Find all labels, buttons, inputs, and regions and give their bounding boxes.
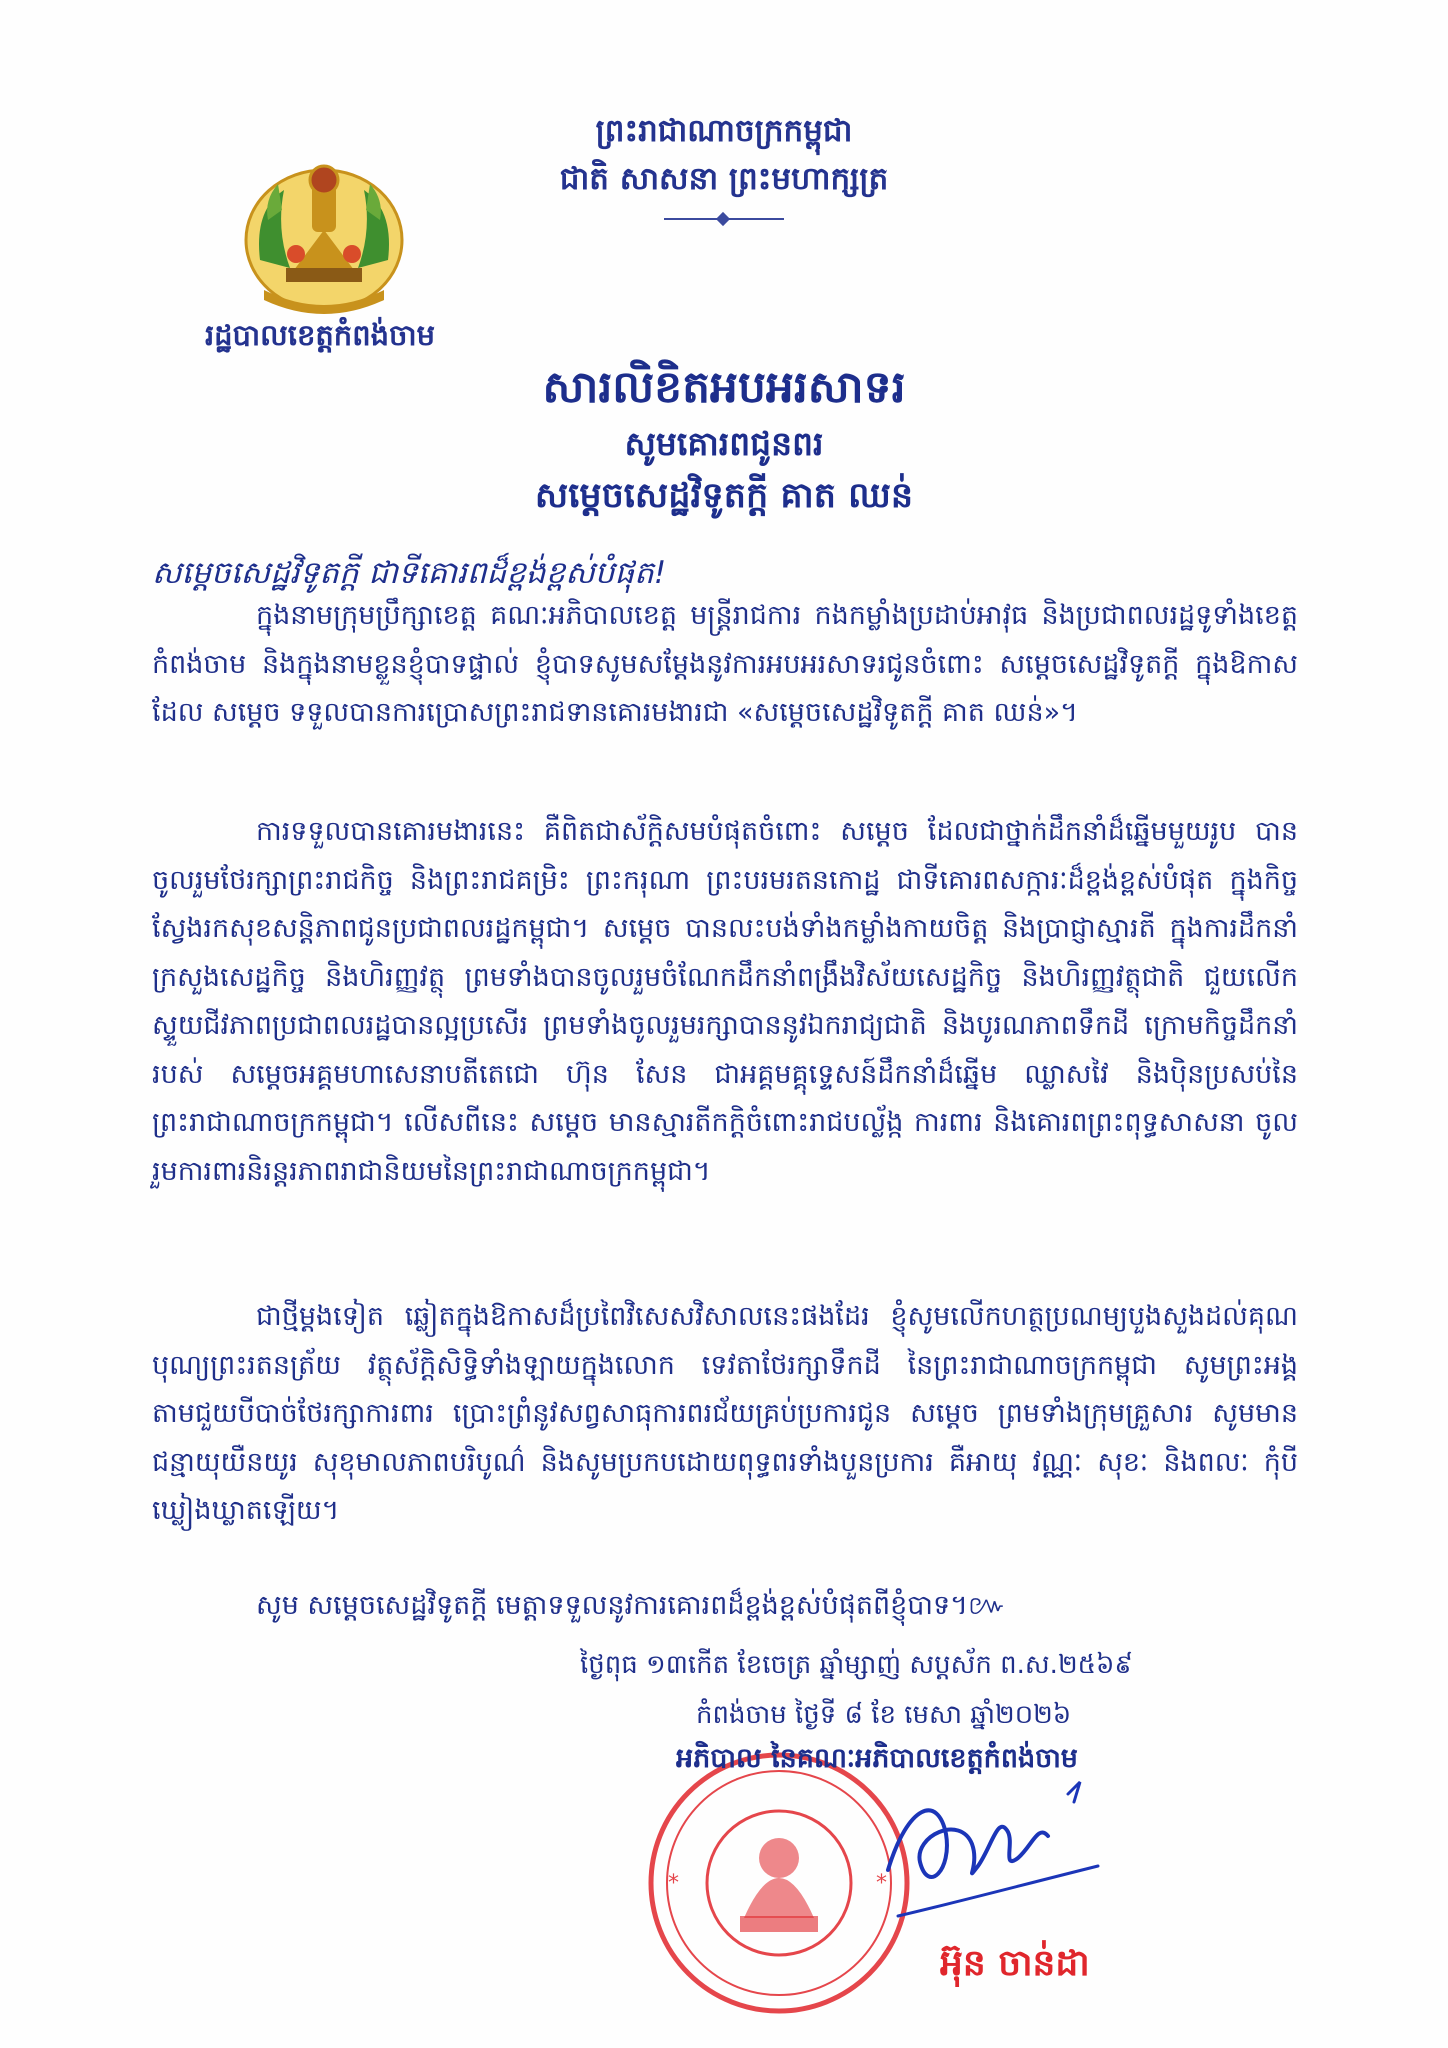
solar-date: កំពង់ចាម ថ្ងៃទី ៨ ខែ មេសា ឆ្នាំ២០២៦ <box>696 1700 1072 1730</box>
svg-text:*: * <box>668 1871 679 1896</box>
body-paragraph-1: ក្នុងនាមក្រុមប្រឹក្សាខេត្ត គណៈអភិបាលខេត្ត មន្ត្រីរាជការ កងកម្លាំងប្រដាប់អាវុធ និងប្រជាពលរដ្ឋទូទាំងខេត្តកំពង់ចាម និងក្នុងនាមខ្លួនខ្ញុំបាទផ្ទាល់ ខ្ញុំបាទសូមសម្តែងនូវការអបអរសាទរជូនចំពោះ សម្តេចសេដ្ឋវិទូតក្តី ក្នុងឱកាសដែល សម្តេច ទទួលបានការប្រោសព្រះរាជទានគោរមងារជា «សម្តេចសេដ្ឋវិទូតក្តី គាត ឈន់»។ <box>152 600 1298 728</box>
motto-divider <box>664 218 784 220</box>
document-subtitle: សូមគោរពជូនពរ <box>624 424 824 463</box>
national-motto: ជាតិ សាសនា ព្រះមហាក្សត្រ <box>559 161 889 197</box>
lunar-date: ថ្ងៃពុធ ១៣កើត ខែចេត្រ ឆ្នាំម្សាញ់ សប្តស័ក ព.ស.២៥៦៩ <box>580 1650 1133 1680</box>
body-paragraph-3: ជាថ្មីម្តងទៀត ឆ្លៀតក្នុងឱកាសដ៏ប្រពៃវិសេសវិសាលនេះផងដែរ ខ្ញុំសូមលើកហត្ថប្រណម្យបួងសួងដល់គុណបុណ្យព្រះរតនត្រ័យ វត្ថុស័ក្តិសិទ្ធិទាំងឡាយក្នុងលោក ទេវតាថែរក្សាទឹកដី នៃព្រះរាជាណាចក្រកម្ពុជា សូមព្រះអង្គតាមជួយបីបាច់ថែរក្សាការពារ ប្រោះព្រំនូវសព្វសាធុការពរជ័យគ្រប់ប្រការជូន សម្តេច ព្រមទាំងក្រុមគ្រួសារ សូមមានជន្មាយុយឺនយូរ សុខុមាលភាពបរិបូណ៌ និងសូមប្រកបដោយពុទ្ធពរទាំងបួនប្រការ គឺអាយុ វណ្ណៈ សុខៈ និងពលៈ កុំបីឃ្លៀងឃ្លាតឡើយ។ <box>152 1301 1298 1526</box>
recipient-name: សម្តេចសេដ្ឋវិទូតក្តី គាត ឈន់ <box>534 476 914 516</box>
svg-text:*: * <box>876 1871 887 1896</box>
handwritten-signature-icon <box>868 1774 1108 1930</box>
signatory-title: អភិបាល នៃគណៈអភិបាលខេត្តកំពង់ចាម <box>676 1743 1078 1774</box>
issuer-name: រដ្ឋបាលខេត្តកំពង់ចាម <box>204 318 436 352</box>
signatory-name: អ៊ុន ចាន់ដា <box>940 1943 1090 1984</box>
body-paragraph-2: ការទទួលបានគោរមងារនេះ គឺពិតជាស័ក្តិសមបំផុតចំពោះ សម្តេច ដែលជាថ្នាក់ដឹកនាំដ៏ឆ្នើមមួយរូប បានចូលរួមថែរក្សាព្រះរាជកិច្ច និងព្រះរាជគម្រិះ ព្រះករុណា ព្រះបរមរតនកោដ្ឋ ជាទីគោរពសក្ការៈដ៏ខ្ពង់ខ្ពស់បំផុត ក្នុងកិច្ចស្វែងរកសុខសន្តិភាពជូនប្រជាពលរដ្ឋកម្ពុជា។ សម្តេច បានលះបង់ទាំងកម្លាំងកាយចិត្ត និងប្រាជ្ញាស្មារតី ក្នុងការដឹកនាំក្រសួងសេដ្ឋកិច្ច និងហិរញ្ញវត្ថុ ព្រមទាំងបានចូលរួមចំណែកដឹកនាំពង្រឹងវិស័យសេដ្ឋកិច្ច និងហិរញ្ញវត្ថុជាតិ ជួយលើកស្ទួយជីវភាពប្រជាពលរដ្ឋបានល្អប្រសើរ ព្រមទាំងចូលរួមរក្សាបាននូវឯករាជ្យជាតិ និងបូរណភាពទឹកដី ក្រោមកិច្ចដឹកនាំរបស់ សម្តេចអគ្គមហាសេនាបតីតេជោ ហ៊ុន សែន ជាអគ្គមគ្គុទ្ទេសន៍ដឹកនាំដ៏ឆ្នើម ឈ្លាសវៃ និងប៉ិនប្រសប់នៃព្រះរាជាណាចក្រកម្ពុជា។ លើសពីនេះ សម្តេច មានស្មារតីកក្តិចំពោះរាជបល្ល័ង្ក ការពារ និងគោរពព្រះពុទ្ធសាសនា ចូលរួមការពារនិរន្តរភាពរាជានិយមនៃព្រះរាជាណាចក្រកម្ពុជា។ <box>152 816 1298 1187</box>
salutation: សម្តេចសេដ្ឋវិទូតក្តី ជាទីគោរពដ៏ខ្ពង់ខ្ពស់បំផុត! <box>152 555 667 591</box>
body-paragraph-4: សូម សម្តេចសេដ្ឋវិទូតក្តី មេត្តាទទួលនូវការគោរពដ៏ខ្ពង់ខ្ពស់បំផុតពីខ្ញុំបាទ។៚ <box>256 1590 1007 1621</box>
kingdom-heading: ព្រះរាជាណាចក្រកម្ពុជា <box>595 113 853 149</box>
document-title: សារលិខិតអបអរសាទរ <box>542 362 906 413</box>
